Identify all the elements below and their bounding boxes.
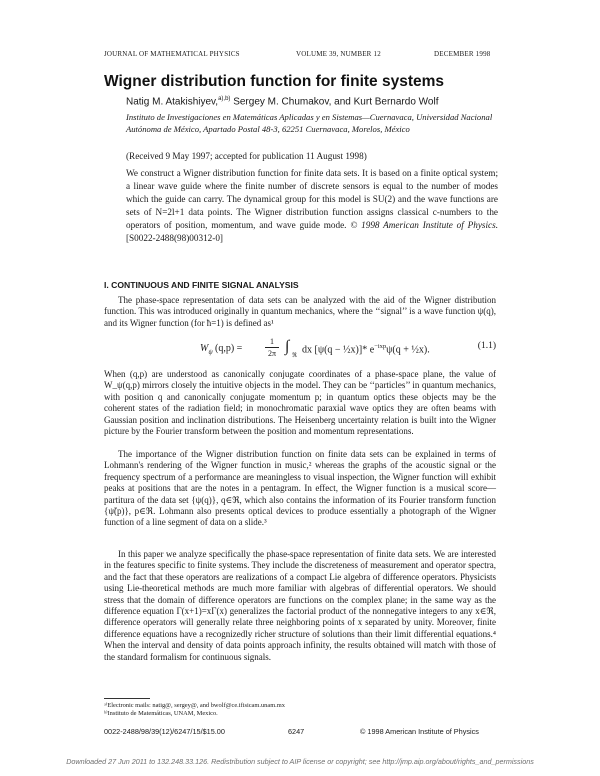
affiliation: Instituto de Investigaciones en Matemáticas Aplicadas y en Sistemas—Cuernavaca, Universidad Nacional Autónoma de México, Apartado Postal 48-3, 62251 Cuernavaca, Morelos, México	[126, 112, 493, 134]
abstract	[126, 167, 498, 245]
volume-number: VOLUME 39, NUMBER 12	[296, 50, 381, 58]
integral-sign: ∫	[285, 338, 290, 355]
author-marks: a),b)	[218, 96, 231, 102]
eq-args: (q,p) =	[215, 343, 243, 354]
eq-tail: ψ(q + ½x).	[386, 344, 430, 356]
received-dates: (Received 9 May 1997; accepted for publication 11 August 1998)	[126, 151, 367, 161]
footnote-rule	[104, 698, 150, 699]
footer-code: 0022-2488/98/39(12)/6247/15/$15.00	[104, 727, 225, 736]
paragraph-1: The phase-space representation of data sets can be analyzed with the aid of the Wigner distribution function. This was introduced originally in quantum mechanics, where the ‘‘signal’’ is a wave function ψ(q), and its Wigner function (for ħ=1) is defined as¹	[104, 295, 496, 328]
eq-lhs: W	[200, 343, 209, 354]
equation-1-1	[200, 337, 496, 359]
eq-exponent: −ixp	[374, 343, 387, 350]
abstract-text: We construct a Wigner distribution function for finite data sets. It is based on a finite optical system; a linear wave guide where the finite number of discrete sensors is equal to the number of modes which the guide can carry. The dynamical group for this model is SU(2) and the wave functions are sets of N=2l+1 data points. The Wigner distribution function assigns classical c-numbers to the operators of position, momentum, and wave guide mode.	[126, 168, 498, 230]
page-number: 6247	[288, 727, 305, 736]
footnote-a: ᵃ⁾Electronic mails: natig@, sergey@, and bwolf@ce.ifisicam.unam.mx	[104, 702, 285, 709]
paragraph-3: The importance of the Wigner distribution function on finite data sets can be explained in terms of Lohmann's rendering of the Wigner function in music,² whereas the graphs of the acoustic signal or the frequency spectrum of a performance are meaningless to visual inspection, the Wigner function will exhibit peaks at positions that are the notes in a pentagram. In effect, the Wigner function is a musical score—partitura of the data set {ψ(q)}, q∈ℜ, which also contains the information of its Fourier transform function {ψ̃(p)}, p∈ℜ. Lohmann also presents optical devices to produce essentially a photograph of the Wigner function of a line segment of data on a slide.³	[104, 449, 496, 528]
paragraph-4: In this paper we analyze specifically the phase-space representation of finite data sets. We are interested in the features specific to finite systems. They include the discreteness of measurement and operator spectra, and the fact that these operators are realizations of a compact Lie algebra of difference operators. Physicists using Lie-theoretical methods are much more familiar with algebras of differential operators. We should stress that the domain of difference operators are functions on the complex plane; in the same way as the difference equation Γ(x+1)=xΓ(x) generalizes the factorial product of the nonnegative integers to any x∈ℜ, difference operators will generally relate three neighboring points of x separated by unity. Moreover, finite difference equations have a recognizedly richer structure of solutions than their limit differential equations.⁴ When the interval and density of data points approach infinity, the results obtained will match with those of the standard formalism for continuous signals.	[104, 549, 496, 662]
journal-name: JOURNAL OF MATHEMATICAL PHYSICS	[104, 50, 240, 58]
author-atakishiyev: Natig M. Atakishiyev,	[126, 96, 219, 108]
equation-number: (1.1)	[477, 341, 496, 351]
paragraph-2: When (q,p) are understood as canonically conjugate coordinates of a phase-space plane, the value of W_ψ(q,p) mirrors closely the intuitive objects in the model. They can be ‘‘particles’’ in quantum mechanics, with position q and canonically conjugate momentum p; in quantum optics these objects may be the coherent states of the radiation field; in monochromatic paraxial wave optics they are often beams with Gaussian position and inclination distributions. The Heisenberg uncertainty relation is built into the Wigner picture by the Fourier transform between the position and momentum representations.	[104, 369, 496, 437]
issue-date: DECEMBER 1998	[434, 50, 491, 58]
eq-numer: 1	[270, 337, 274, 346]
eq-lhs-sub: ψ	[208, 348, 213, 356]
eq-domain: ℜ	[292, 353, 297, 359]
section-heading: I. CONTINUOUS AND FINITE SIGNAL ANALYSIS	[104, 280, 299, 290]
eq-body: dx [ψ(q − ½x)]* e	[302, 344, 375, 356]
footnote-b: ᵇ⁾Instituto de Matemáticas, UNAM, Mexico.	[104, 710, 218, 717]
copyright-notice: © 1998 American Institute of Physics.	[350, 220, 499, 230]
footer-copyright: © 1998 American Institute of Physics	[360, 727, 479, 736]
article-title: Wigner distribution function for finite systems	[104, 73, 445, 90]
eq-denom: 2π	[267, 349, 277, 358]
author-list	[126, 96, 438, 107]
pacs-code: [S0022-2488(98)00312-0]	[126, 233, 223, 243]
download-notice: Downloaded 27 Jun 2011 to 132.248.33.126. Redistribution subject to AIP license or copyright; see http://jmp.aip.org/about/rights_and_permissions	[66, 757, 534, 766]
other-authors: Sergey M. Chumakov, and Kurt Bernardo Wolf	[233, 96, 439, 108]
